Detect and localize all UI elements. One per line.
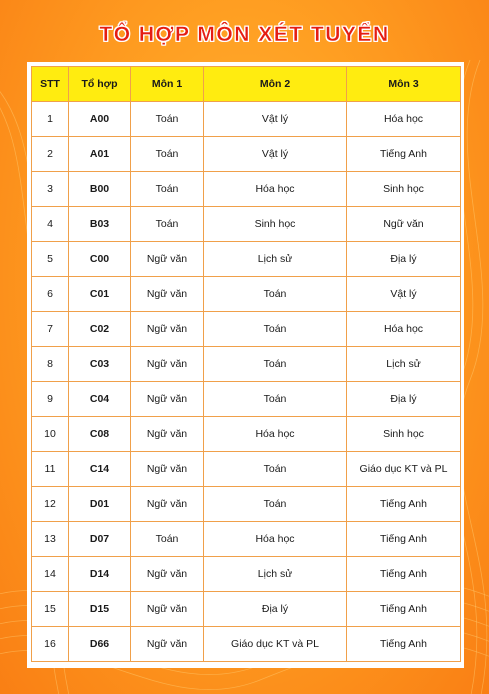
cell-stt: 12 bbox=[32, 487, 69, 522]
cell-stt: 16 bbox=[32, 627, 69, 662]
cell-combination: C03 bbox=[69, 347, 131, 382]
cell-stt: 10 bbox=[32, 417, 69, 452]
cell-subject-1: Toán bbox=[131, 207, 204, 242]
cell-combination: D07 bbox=[69, 522, 131, 557]
cell-combination: C08 bbox=[69, 417, 131, 452]
cell-subject-2: Lịch sử bbox=[204, 242, 347, 277]
table-row bbox=[32, 557, 461, 592]
cell-combination: A01 bbox=[69, 137, 131, 172]
cell-subject-2: Giáo dục KT và PL bbox=[204, 627, 347, 662]
cell-subject-3: Sinh học bbox=[347, 417, 461, 452]
cell-stt: 9 bbox=[32, 382, 69, 417]
table-row bbox=[32, 277, 461, 312]
table-row bbox=[32, 487, 461, 522]
cell-subject-1: Ngữ văn bbox=[131, 242, 204, 277]
cell-subject-3: Tiếng Anh bbox=[347, 487, 461, 522]
table-row bbox=[32, 592, 461, 627]
cell-subject-1: Ngữ văn bbox=[131, 627, 204, 662]
cell-stt: 8 bbox=[32, 347, 69, 382]
cell-subject-3: Địa lý bbox=[347, 382, 461, 417]
table-row bbox=[32, 172, 461, 207]
table-row bbox=[32, 242, 461, 277]
cell-subject-1: Ngữ văn bbox=[131, 347, 204, 382]
cell-subject-1: Ngữ văn bbox=[131, 452, 204, 487]
cell-combination: C04 bbox=[69, 382, 131, 417]
cell-subject-2: Toán bbox=[204, 277, 347, 312]
cell-subject-3: Lịch sử bbox=[347, 347, 461, 382]
cell-subject-2: Vật lý bbox=[204, 102, 347, 137]
cell-subject-3: Tiếng Anh bbox=[347, 137, 461, 172]
cell-stt: 5 bbox=[32, 242, 69, 277]
cell-subject-2: Hóa học bbox=[204, 172, 347, 207]
cell-subject-1: Toán bbox=[131, 522, 204, 557]
cell-subject-3: Vật lý bbox=[347, 277, 461, 312]
table-panel bbox=[27, 62, 464, 668]
cell-stt: 13 bbox=[32, 522, 69, 557]
cell-subject-3: Tiếng Anh bbox=[347, 522, 461, 557]
table-row bbox=[32, 522, 461, 557]
cell-combination: D01 bbox=[69, 487, 131, 522]
header-combination: Tổ hợp bbox=[69, 67, 131, 102]
table-row bbox=[32, 382, 461, 417]
page-title: TỔ HỢP MÔN XÉT TUYỂN bbox=[99, 23, 390, 46]
table-row bbox=[32, 347, 461, 382]
cell-subject-2: Hóa học bbox=[204, 522, 347, 557]
cell-stt: 1 bbox=[32, 102, 69, 137]
cell-subject-3: Tiếng Anh bbox=[347, 557, 461, 592]
header-stt: STT bbox=[32, 67, 69, 102]
cell-combination: B03 bbox=[69, 207, 131, 242]
cell-combination: B00 bbox=[69, 172, 131, 207]
cell-subject-1: Ngữ văn bbox=[131, 592, 204, 627]
cell-combination: C14 bbox=[69, 452, 131, 487]
cell-subject-1: Toán bbox=[131, 172, 204, 207]
cell-subject-3: Giáo dục KT và PL bbox=[347, 452, 461, 487]
table-row bbox=[32, 452, 461, 487]
cell-stt: 15 bbox=[32, 592, 69, 627]
cell-stt: 4 bbox=[32, 207, 69, 242]
cell-stt: 11 bbox=[32, 452, 69, 487]
cell-subject-3: Hóa học bbox=[347, 102, 461, 137]
cell-combination: D15 bbox=[69, 592, 131, 627]
cell-stt: 6 bbox=[32, 277, 69, 312]
cell-combination: C00 bbox=[69, 242, 131, 277]
cell-subject-3: Tiếng Anh bbox=[347, 627, 461, 662]
cell-subject-1: Ngữ văn bbox=[131, 382, 204, 417]
table-row bbox=[32, 207, 461, 242]
cell-subject-1: Ngữ văn bbox=[131, 312, 204, 347]
cell-subject-1: Toán bbox=[131, 102, 204, 137]
table-row bbox=[32, 417, 461, 452]
cell-subject-3: Địa lý bbox=[347, 242, 461, 277]
cell-stt: 2 bbox=[32, 137, 69, 172]
table-row bbox=[32, 627, 461, 662]
cell-stt: 14 bbox=[32, 557, 69, 592]
table-row bbox=[32, 102, 461, 137]
header-subject-2: Môn 2 bbox=[204, 67, 347, 102]
cell-subject-1: Ngữ văn bbox=[131, 557, 204, 592]
cell-subject-1: Ngữ văn bbox=[131, 487, 204, 522]
table-row bbox=[32, 137, 461, 172]
cell-subject-1: Ngữ văn bbox=[131, 417, 204, 452]
cell-stt: 7 bbox=[32, 312, 69, 347]
table-row bbox=[32, 312, 461, 347]
header-subject-1: Môn 1 bbox=[131, 67, 204, 102]
cell-subject-1: Ngữ văn bbox=[131, 277, 204, 312]
cell-subject-2: Toán bbox=[204, 312, 347, 347]
cell-combination: C02 bbox=[69, 312, 131, 347]
cell-subject-1: Toán bbox=[131, 137, 204, 172]
cell-subject-2: Toán bbox=[204, 487, 347, 522]
cell-combination: A00 bbox=[69, 102, 131, 137]
cell-subject-3: Hóa học bbox=[347, 312, 461, 347]
cell-subject-2: Lịch sử bbox=[204, 557, 347, 592]
cell-subject-2: Hóa học bbox=[204, 417, 347, 452]
cell-combination: D14 bbox=[69, 557, 131, 592]
cell-subject-2: Toán bbox=[204, 382, 347, 417]
cell-subject-2: Toán bbox=[204, 347, 347, 382]
header-subject-3: Môn 3 bbox=[347, 67, 461, 102]
cell-subject-3: Ngữ văn bbox=[347, 207, 461, 242]
cell-combination: C01 bbox=[69, 277, 131, 312]
cell-subject-3: Tiếng Anh bbox=[347, 592, 461, 627]
cell-combination: D66 bbox=[69, 627, 131, 662]
table-header-row bbox=[32, 67, 461, 102]
cell-subject-2: Sinh học bbox=[204, 207, 347, 242]
cell-stt: 3 bbox=[32, 172, 69, 207]
subject-combination-table bbox=[31, 66, 461, 662]
cell-subject-3: Sinh học bbox=[347, 172, 461, 207]
cell-subject-2: Toán bbox=[204, 452, 347, 487]
cell-subject-2: Địa lý bbox=[204, 592, 347, 627]
cell-subject-2: Vật lý bbox=[204, 137, 347, 172]
